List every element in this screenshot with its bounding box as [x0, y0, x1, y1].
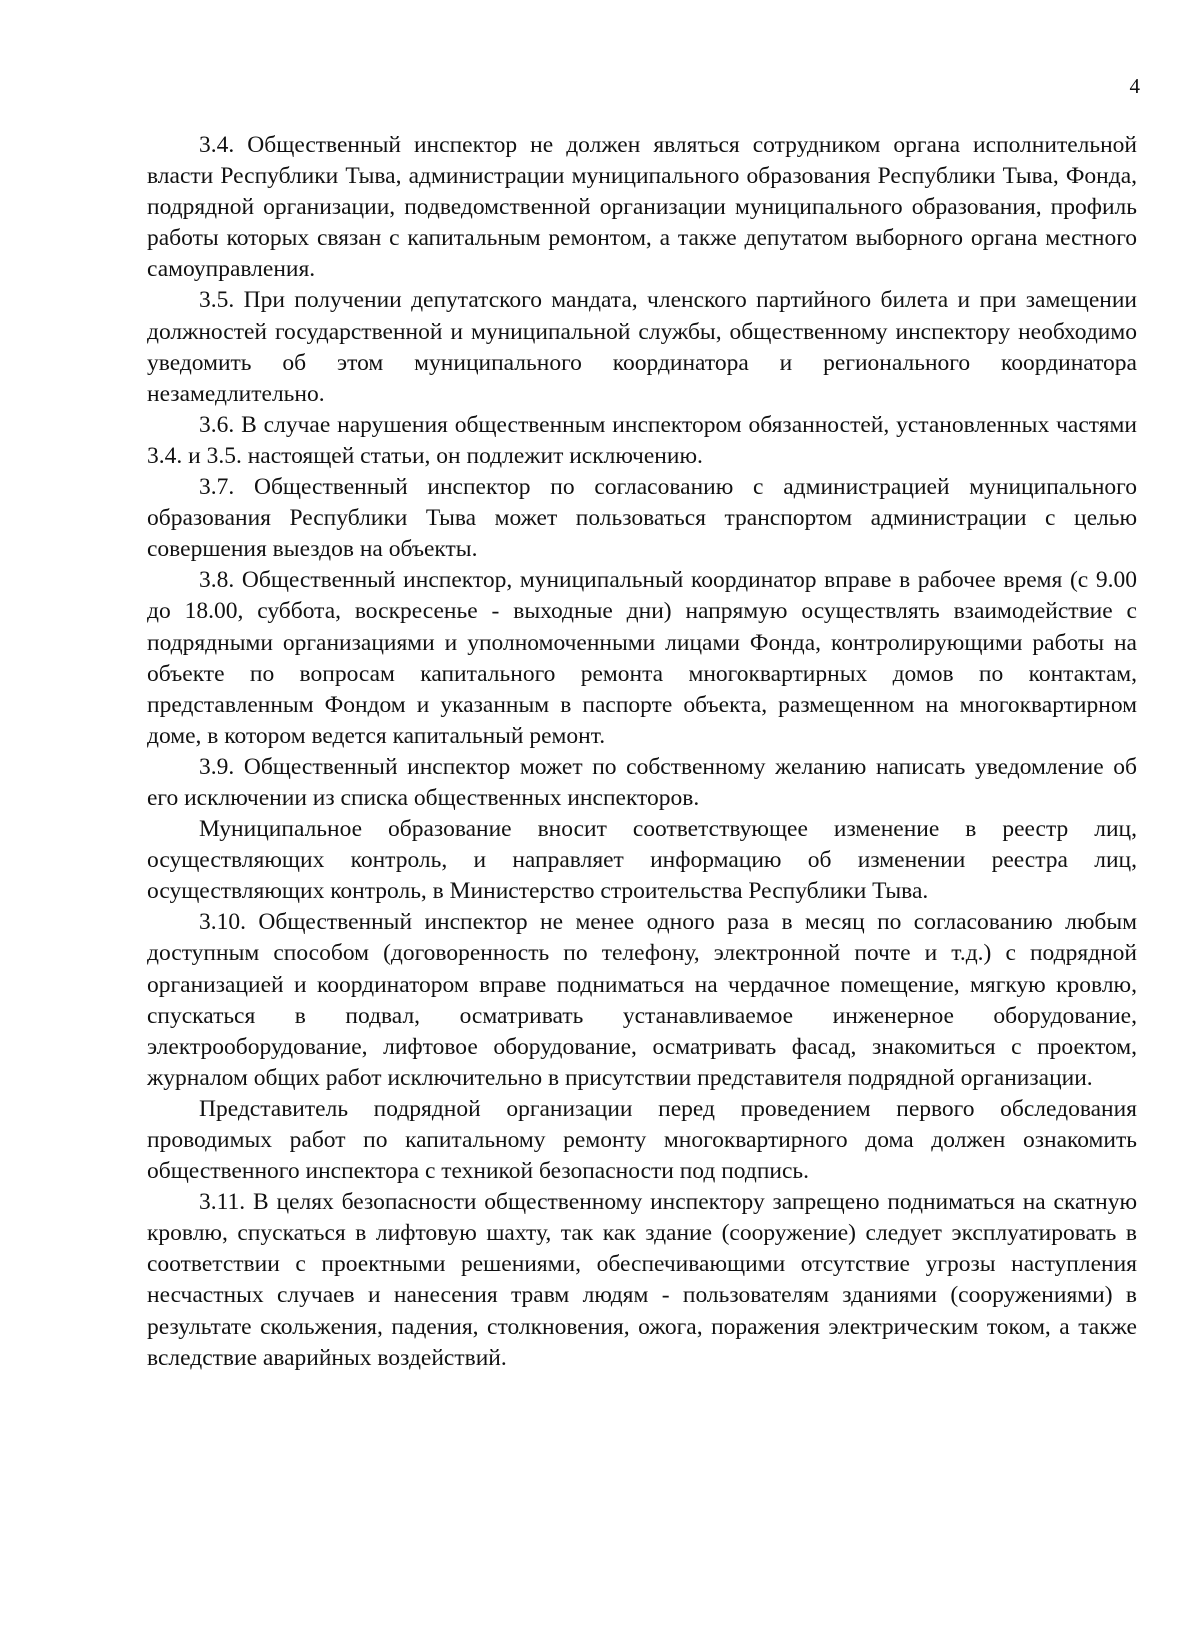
paragraph-3-4: 3.4. Общественный инспектор не должен являться сотрудником органа исполнительной власти Республики Тыва, администрации муниципального образования Республики Тыва, Фонда, подрядной организации, подведомственной организации муниципального образования, профиль работы которых связан с капитальным ремонтом, а также депутатом выборного органа местного самоуправления. — [147, 132, 1137, 283]
paragraph-3-10: 3.10. Общественный инспектор не менее одного раза в месяц по согласованию любым доступным способом (договоренность по телефону, электронной почте и т.д.) с подрядной организацией и координатором вправе подниматься на чердачное помещение, мягкую кровлю, спускаться в подвал, осматривать устанавливаемое инженерное оборудование, электрооборудование, лифтовое оборудование, осматривать фасад, знакомиться с проектом, журналом общих работ исключительно в присутствии представителя подрядной организации. — [147, 909, 1137, 1091]
paragraph-3-9: 3.9. Общественный инспектор может по собственному желанию написать уведомление об его исключении из списка общественных инспекторов. — [147, 753, 1137, 811]
paragraph-3-5: 3.5. При получении депутатского мандата, членского партийного билета и при замещении должностей государственной и муниципальной службы, общественному инспектору необходимо уведомить об этом муниципального координатора и регионального координатора незамедлительно. — [147, 287, 1137, 407]
paragraph-3-11: 3.11. В целях безопасности общественному инспектору запрещено подниматься на скатную кровлю, спускаться в лифтовую шахту, так как здание (сооружение) следует эксплуатировать в соответствии с проектными решениями, обеспечивающими отсутствие угрозы наступления несчастных случаев и нанесения травм людям - пользователям зданиями (сооружениями) в результате скольжения, падения, столкновения, ожога, поражения электрическим током, а также вследствие аварийных воздействий. — [147, 1189, 1137, 1371]
document-body — [147, 130, 1137, 1374]
paragraph-3-6: 3.6. В случае нарушения общественным инспектором обязанностей, установленных частями 3.4. и 3.5. настоящей статьи, он подлежит исключению. — [147, 411, 1137, 469]
paragraph-3-8: 3.8. Общественный инспектор, муниципальный координатор вправе в рабочее время (с 9.00 до 18.00, суббота, воскресенье - выходные дни) напрямую осуществлять взаимодействие с подрядными организациями и уполномоченными лицами Фонда, контролирующими работы на объекте по вопросам капитального ремонта многоквартирных домов по контактам, представленным Фондом и указанным в паспорте объекта, размещенном на многоквартирном доме, в котором ведется капитальный ремонт. — [147, 567, 1137, 749]
paragraph-registry-change: Муниципальное образование вносит соответствующее изменение в реестр лиц, осуществляющих контроль, и направляет информацию об изменении реестра лиц, осуществляющих контроль, в Министерство строительства Республики Тыва. — [147, 816, 1137, 905]
paragraph-safety-briefing: Представитель подрядной организации перед проведением первого обследования проводимых работ по капитальному ремонту многоквартирного дома должен ознакомить общественного инспектора с техникой безопасности под подпись. — [147, 1095, 1137, 1185]
page-number: 4 — [1129, 74, 1140, 98]
paragraph-3-7: 3.7. Общественный инспектор по согласованию с администрацией муниципального образования Республики Тыва может пользоваться транспортом администрации с целью совершения выездов на объекты. — [147, 474, 1137, 563]
